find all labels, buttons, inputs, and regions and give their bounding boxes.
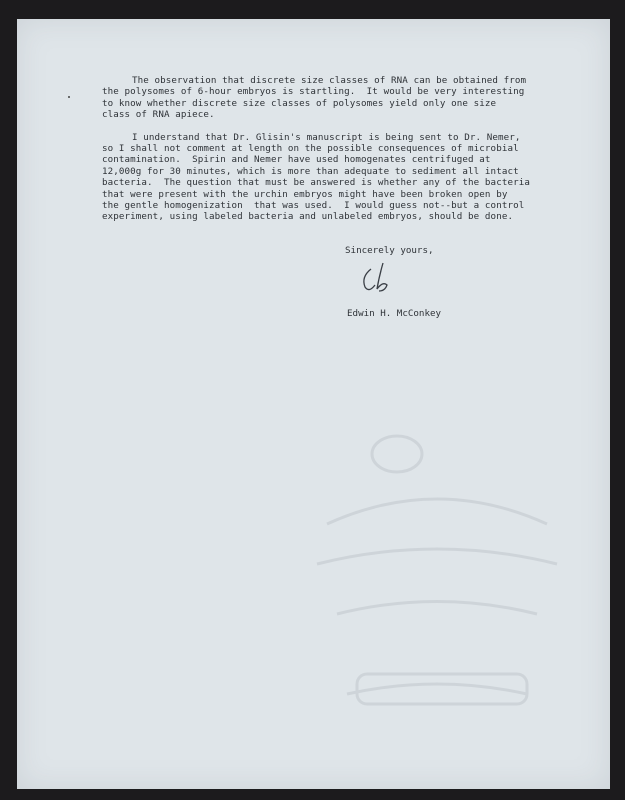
text-line: The observation that discrete size classes of RNA can be obtained from xyxy=(132,75,527,86)
text-line: the gentle homogenization that was used. I would guess not--but a control xyxy=(102,200,525,212)
text-line: so I shall not comment at length on the possible consequences of microbial xyxy=(102,143,519,155)
closing-salutation: Sincerely yours, xyxy=(345,245,434,256)
text-line: bacteria. The question that must be answered is whether any of the bacteria xyxy=(102,177,530,189)
letter-sheet xyxy=(17,19,610,789)
text-line: experiment, using labeled bacteria and unlabeled embryos, should be done. xyxy=(102,211,514,223)
text-line: the polysomes of 6-hour embryos is startling. It would be very interesting xyxy=(102,86,525,98)
paragraph-1 xyxy=(102,75,542,121)
text-line: I understand that Dr. Glisin's manuscript is being sent to Dr. Nemer, xyxy=(132,131,521,143)
text-line: to know whether discrete size classes of polysomes yield only one size xyxy=(102,97,497,109)
paragraph-2 xyxy=(102,132,542,223)
signer-name: Edwin H. McConkey xyxy=(347,308,442,319)
watermark-seal-icon xyxy=(287,414,587,714)
text-line: contamination. Spirin and Nemer have used homogenates centrifuged at xyxy=(102,154,491,166)
text-line: class of RNA apiece. xyxy=(102,109,215,121)
letter-body xyxy=(102,75,542,234)
paper-speck xyxy=(68,96,70,98)
text-line: 12,000g for 30 minutes, which is more than adequate to sediment all intact xyxy=(102,165,519,177)
text-line: that were present with the urchin embryos might have been broken open by xyxy=(102,188,508,200)
handwritten-signature-icon xyxy=(357,259,397,299)
